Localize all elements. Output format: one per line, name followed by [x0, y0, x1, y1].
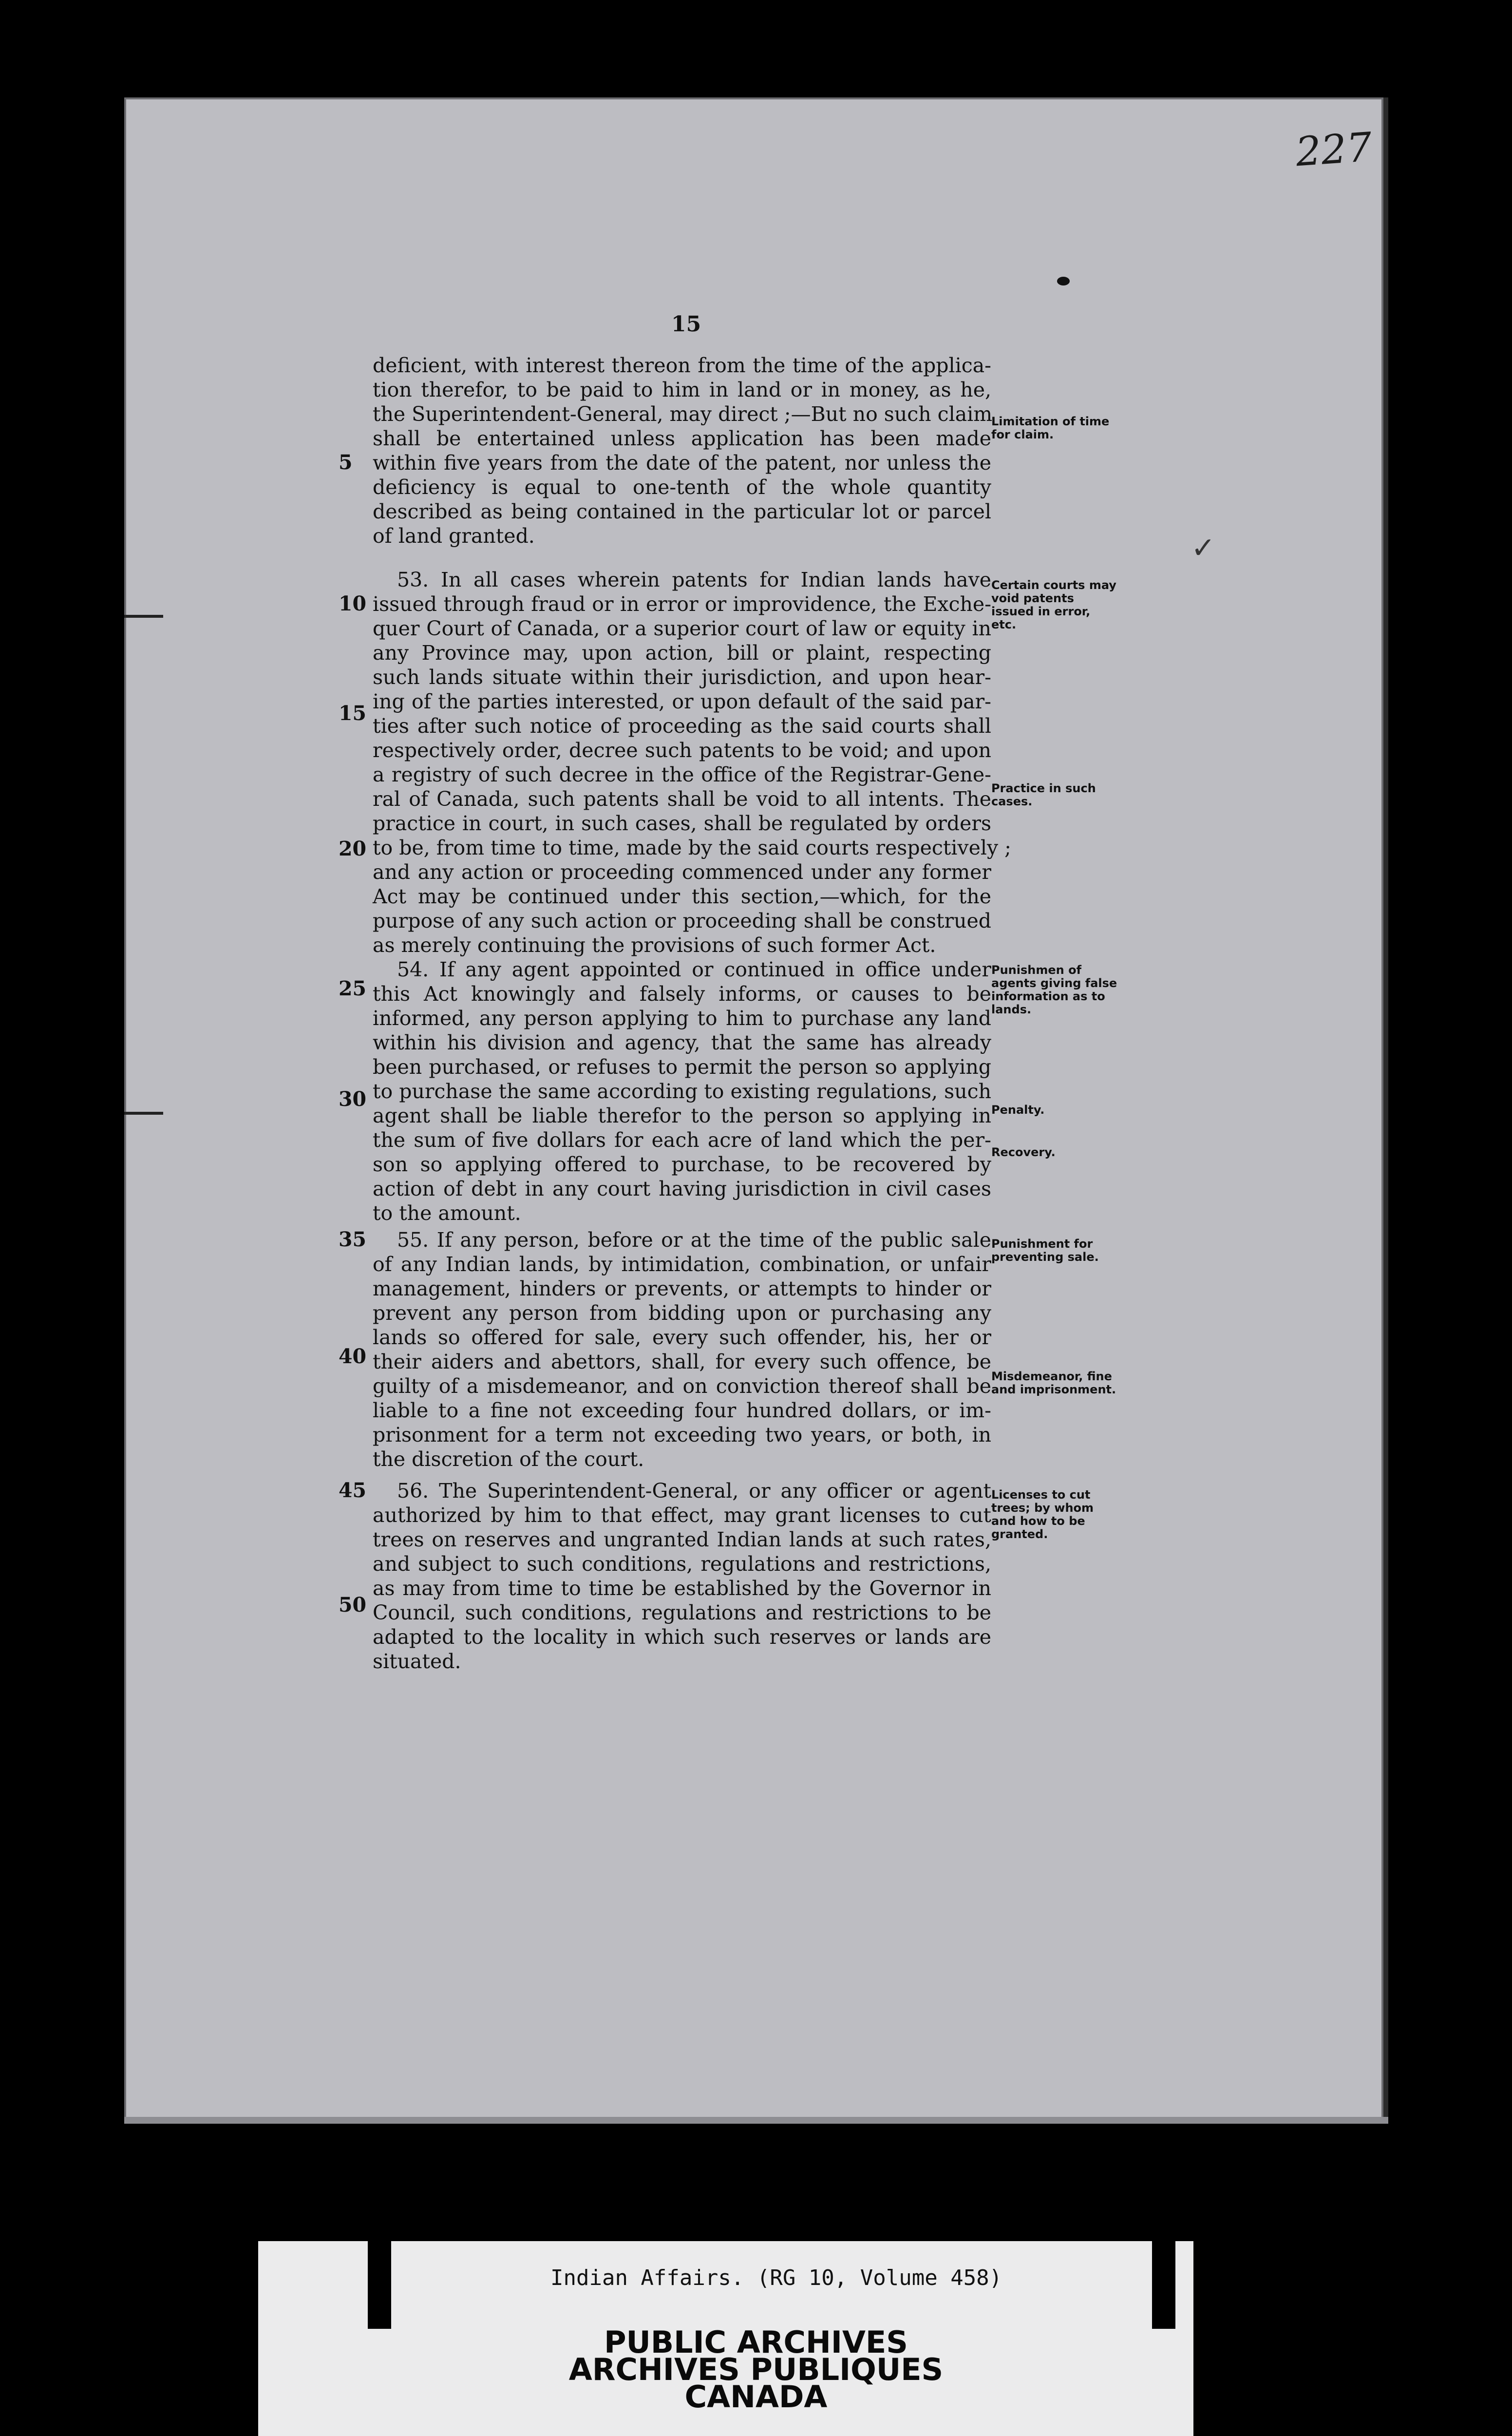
text-line: described as being contained in the particular lot or parcel [373, 500, 991, 523]
text-line: as merely continuing the provisions of such former Act. [373, 933, 936, 957]
section-56 [373, 1479, 991, 1674]
text-line: 53. In all cases wherein patents for Indian lands have [397, 568, 991, 591]
text-line: deficient, with interest thereon from the time of the applica- [373, 354, 991, 377]
page-bottom-edge [124, 2117, 1388, 2124]
text-line: action of debt in any court having jurisdiction in civil cases [373, 1177, 991, 1200]
text-line: any Province may, upon action, bill or plaint, respecting [373, 641, 991, 665]
text-line: their aiders and abettors, shall, for every such offence, be [373, 1350, 991, 1373]
text-line: Council, such conditions, regulations and restrictions to be [373, 1601, 991, 1624]
text-line: to the amount. [373, 1201, 521, 1225]
card-notch-right [1152, 2236, 1175, 2329]
margin-note: Punishmen of agents giving false information as to lands. [991, 963, 1117, 1016]
text-line: tion therefor, to be paid to him in land or in money, as he, [373, 378, 991, 401]
text-line: Act may be continued under this section,—which, for the [373, 885, 991, 908]
text-line: shall be entertained unless application has been made [373, 427, 991, 450]
text-line: adapted to the locality in which such reserves or lands are [373, 1625, 991, 1649]
text-line: guilty of a misdemeanor, and on conviction thereof shall be [373, 1374, 991, 1398]
text-line: agent shall be liable therefor to the person so applying in [373, 1104, 991, 1127]
text-line: prevent any person from bidding upon or purchasing any [373, 1301, 991, 1325]
text-line: 55. If any person, before or at the time of the public sale [397, 1228, 991, 1252]
text-line: 54. If any agent appointed or continued in office under [397, 958, 991, 981]
line-number: 30 [339, 1087, 367, 1111]
archive-country: CANADA [684, 2379, 828, 2415]
margin-note: Misdemeanor, fine and imprisonment. [991, 1370, 1116, 1396]
text-line: trees on reserves and ungranted Indian lands at such rates, [373, 1528, 991, 1551]
margin-note: Practice in such cases. [991, 781, 1096, 808]
text-line: informed, any person applying to him to purchase any land [373, 1007, 991, 1030]
text-line: 56. The Superintendent-General, or any officer or agent [397, 1479, 991, 1503]
line-number: 20 [339, 837, 367, 860]
text-line: quer Court of Canada, or a superior court of law or equity in [373, 617, 991, 640]
text-line: a registry of such decree in the office of the Registrar-Gene- [373, 763, 991, 786]
text-line: prisonment for a term not exceeding two years, or both, in [373, 1423, 991, 1446]
text-line: to purchase the same according to existing regulations, such [373, 1080, 991, 1103]
text-line: the discretion of the court. [373, 1447, 644, 1471]
text-line: and any action or proceeding commenced under any former [373, 860, 991, 884]
text-line: purpose of any such action or proceeding shall be construed [373, 909, 991, 933]
scan-mark [124, 1112, 163, 1115]
section-53 [373, 568, 1011, 957]
text-line: as may from time to time be established by the Governor in [373, 1577, 991, 1600]
line-number: 45 [339, 1479, 367, 1502]
page-number: 15 [671, 312, 701, 337]
scan-mark [124, 615, 163, 618]
line-number: 15 [339, 702, 367, 725]
text-line: ral of Canada, such patents shall be void to all intents. The [373, 787, 991, 811]
archive-name-en: PUBLIC ARCHIVES [604, 2324, 908, 2360]
line-number: 5 [339, 451, 353, 474]
text-line: ing of the parties interested, or upon default of the said par- [373, 690, 991, 713]
text-line: issued through fraud or in error or improvidence, the Exche- [373, 592, 991, 616]
text-line: been purchased, or refuses to permit the person so applying [373, 1055, 991, 1079]
text-line: liable to a fine not exceeding four hundred dollars, or im- [373, 1399, 991, 1422]
margin-note: Licenses to cut trees; by whom and how to be granted. [991, 1488, 1094, 1541]
text-line: the Superintendent-General, may direct ;—But no such claim [373, 402, 993, 426]
text-line: lands so offered for sale, every such offender, his, her or [373, 1326, 991, 1349]
ink-spot [1057, 277, 1070, 285]
text-line: to be, from time to time, made by the said courts respectively ; [373, 836, 1011, 859]
margin-note: Recovery. [991, 1145, 1056, 1159]
text-line: authorized by him to that effect, may grant licenses to cut [373, 1503, 991, 1527]
text-line: ties after such notice of proceeding as the said courts shall [373, 714, 991, 738]
archive-name-fr: ARCHIVES PUBLIQUES [568, 2352, 944, 2387]
text-line: such lands situate within their jurisdiction, and upon hear- [373, 666, 991, 689]
text-line: deficiency is equal to one-tenth of the whole quantity [373, 476, 991, 499]
line-number: 40 [339, 1345, 367, 1368]
paragraph-continued [373, 353, 991, 548]
text-line: practice in court, in such cases, shall be regulated by orders [373, 812, 991, 835]
section-55 [373, 1228, 991, 1471]
handwritten-check-mark: ✓ [1191, 531, 1216, 565]
text-line: of land granted. [373, 524, 535, 548]
card-notch-left [368, 2236, 391, 2329]
section-54 [373, 957, 991, 1225]
text-line: management, hinders or prevents, or attempts to hinder or [373, 1277, 991, 1300]
line-number: 50 [339, 1593, 367, 1617]
handwritten-folio-number: 227 [1294, 124, 1374, 176]
text-line: within five years from the date of the patent, nor unless the [373, 451, 991, 475]
margin-note: Certain courts may void patents issued in error, etc. [991, 578, 1116, 631]
line-number: 25 [339, 977, 367, 1000]
margin-note: Penalty. [991, 1103, 1045, 1117]
line-number: 35 [339, 1228, 367, 1251]
text-line: of any Indian lands, by intimidation, combination, or unfair [373, 1253, 991, 1276]
text-line: respectively order, decree such patents to be void; and upon [373, 739, 991, 762]
text-line: the sum of five dollars for each acre of land which the per- [373, 1128, 991, 1152]
text-line: son so applying offered to purchase, to be recovered by [373, 1153, 991, 1176]
margin-note: Limitation of time for claim. [991, 415, 1110, 441]
archive-reference: Indian Affairs. (RG 10, Volume 458) [550, 2265, 1002, 2290]
line-number: 10 [339, 592, 367, 615]
margin-note: Punishment for preventing sale. [991, 1237, 1099, 1264]
text-line: and subject to such conditions, regulations and restrictions, [373, 1552, 991, 1576]
text-line: situated. [373, 1650, 461, 1673]
text-line: this Act knowingly and falsely informs, or causes to be [373, 982, 991, 1006]
text-line: within his division and agency, that the same has already [373, 1031, 991, 1054]
